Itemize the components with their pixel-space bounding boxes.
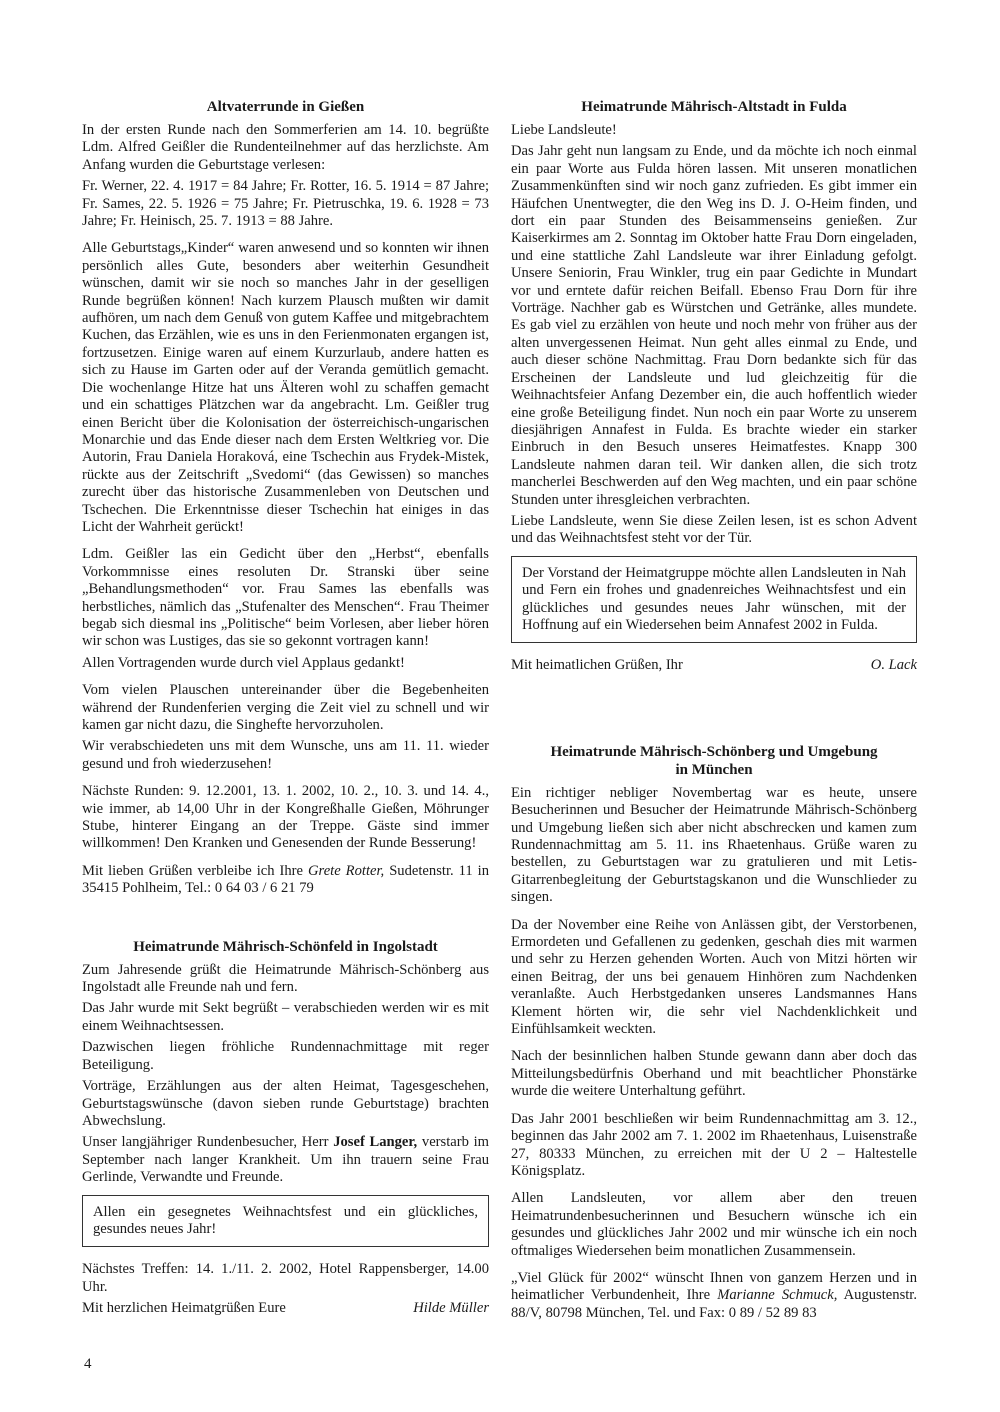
- paragraph: Nächstes Treffen: 14. 1./11. 2. 2002, Hotel Rappensberger, 14.00 Uhr.: [82, 1261, 489, 1295]
- right-column: [511, 98, 917, 1326]
- page-number: 4: [84, 1356, 92, 1372]
- article-maehrisch-altstadt-fulda: [511, 98, 917, 675]
- text-span: Sudetenstr. 11 in 35415 Pohlheim, Tel.: 0 64 03 / 6 21 79: [82, 862, 490, 897]
- text-span: verstarb im September nach langer Krankheit. Um ihn trauern seine Frau Gerlinde, Verwandte und Freunde.: [82, 1134, 490, 1186]
- paragraph: Liebe Landsleute, wenn Sie diese Zeilen lesen, ist es schon Advent und das Weihnachtsfest steht vor der Tür.: [511, 512, 917, 547]
- paragraph: Wir verabschiedeten uns mit dem Wunsche, uns am 11. 11. wieder gesund und froh wiederzusehen!: [82, 738, 489, 772]
- closing-text: Mit heimatlichen Grüßen, Ihr: [511, 657, 683, 674]
- text-span: „Viel Glück für 2002“ wünscht Ihnen von ganzem Herzen und in heimatlicher Verbundenheit, Ihre: [511, 1269, 917, 1304]
- greeting-box: [511, 556, 917, 644]
- paragraph: Liebe Landsleute!: [511, 122, 617, 138]
- paragraph: Das Jahr geht nun langsam zu Ende, und da möchte ich noch einmal ein paar Worte aus Fulda hören lassen. Mit unseren monatlichen Zusammenkünften sind wir noch ganz zufrieden. Es gibt immer ein Häufchen Unentwegter, die den Weg ins D. J. O-Heim finden, und dort ein paar Stunden des Beisammenseins genießen. Zur Kaiserkirmes am 2. Sonntag im Oktober hatte Frau Dorn eingeladen, und eine stattliche Zahl Landsleute war ihrer Einladung gefolgt. Unsere Seniorin, Frau Winkler, trug ein paar Gedichte in Mundart vor und erntete dafür reichen Beifall. Ebenso Frau Dorn für ihre Vorträge. Nachher gab es Würstchen und Getränke, alles mundete. Es gab viel zu erzählen von heute und noch mehr von früher aus der alten unvergessenen Heimat. Nun geht alles einmal zu Ende, und auch dieser schöne Nachmittag. Frau Dorn bedankte sich für das Erscheinen der Landsleute und lud gleichzeitig für die Weihnachtsfeier Anfang Dezember ein, die auch hoffentlich wieder eine große Beteiligung findet. Nun noch ein paar Worte zu unserem diesjährigen Annafest in Fulda. Es brachte wieder ein starker Einbruch in den Besuch unseres Heimatfestes. Knapp 300 Landsleute nahmen daran teil. Wir danken allen, die sich trotz mancherlei Beschwerden auf den Weg machten, und ein paar schöne Stunden unter ihresgleichen verbrachten.: [511, 143, 917, 508]
- signer-name: O. Lack: [870, 657, 917, 674]
- person-name: Josef Langer,: [333, 1134, 418, 1151]
- greeting-text: Allen ein gesegnetes Weihnachtsfest und ein glückliches, gesundes neues Jahr!: [93, 1203, 478, 1237]
- signature-line: [511, 657, 917, 674]
- article-title: Heimatrunde Mährisch-Schönfeld in Ingolstadt: [133, 938, 438, 955]
- paragraph: Dazwischen liegen fröhliche Rundennachmittage mit reger Beteiligung.: [82, 1039, 489, 1073]
- paragraph: Nächste Runden: 9. 12.2001, 13. 1. 2002, 10. 2., 10. 3. und 14. 4., wie immer, ab 14,00 Uhr in der Kongreßhalle Gießen, Möhrunger Stube, hinterer Eingang an der Treppe. Gäste sind immer willkommen! Den Kranken und Genesenden der Runde Besserung!: [82, 783, 489, 852]
- text-span: Augustenstr. 88/V, 80798 München, Tel. und Fax: 0 89 / 52 89 83: [511, 1287, 917, 1321]
- text-span: Unser langjähriger Rundenbesucher, Herr: [82, 1134, 329, 1151]
- greeting-box: [82, 1195, 489, 1248]
- paragraph: Nach der besinnlichen halben Stunde gewann dann aber doch das Mitteilungsbedürfnis Oberhand und mit beachtlicher Phonstärke wurde die weitere Unterhaltung geführt.: [511, 1048, 917, 1100]
- paragraph: Das Jahr 2001 beschließen wir beim Rundennachmittag am 3. 12., beginnen das Jahr 2002 am 7. 1. 2002 im Rhaetenhaus, Luisenstraße 27, 80333 München, zu erreichen mit der U 2 – Haltestelle Königsplatz.: [511, 1110, 917, 1179]
- article-title: Altvaterrunde in Gießen: [206, 99, 365, 115]
- left-column: [82, 98, 489, 1318]
- article-maehrisch-schoenberg-muenchen: [511, 743, 917, 1322]
- paragraph: Vom vielen Plauschen untereinander über die Begebenheiten während der Rundenferien verging die Zeit viel zu schnell und wir kamen gar nicht dazu, die Singhefte hervorzuholen.: [82, 682, 489, 733]
- paragraph: Alle Geburtstags„Kinder“ waren anwesend und so konnten wir ihnen persönlich alles Gute, besonders aber weiterhin Gesundheit wünschen, damit wir sie noch so manches Jahr in der geselligen Runde begrüßen können! Nach kurzem Plausch mußten wir damit aufhören, um nach dem Genuß von gutem Kaffee und mitgebrachtem Kuchen, das Erzählen, wie es uns in den Ferienmonaten ergangen ist, fortzusetzen. Einige waren auf einem Kurzurlaub, andere hatten es sich zu Hause im Garten oder auf der Veranda gemütlich gemacht. Die wochenlange Hitze hat uns Älteren wohl zu schaffen gemacht und ein schattiges Plätzchen war da angebracht. Lm. Geißler trug einen Bericht über die Kolonisation der österreichisch-ungarischen Monarchie und das Ende dieser nach dem Ersten Weltkrieg vor. Die Autorin, Frau Daniela Horaková, eine Tschechin aus Frydek-Mistek, rückte aus der Zeitschrift „Svedomi“ (das Gewissen) so manches zurecht über das historische Zusammenleben von Deutschen und Tschechen. Die Erkenntnisse dieser Tschechin hat einiges in das Licht der Wahrheit gerückt!: [82, 240, 489, 535]
- paragraph: Das Jahr wurde mit Sekt begrüßt – verabschieden werden wir es mit einem Weihnachtsessen.: [82, 1000, 489, 1034]
- title-line: in München: [675, 761, 753, 778]
- article-title: Heimatrunde Mährisch-Altstadt in Fulda: [581, 99, 847, 115]
- paragraph: Allen Vortragenden wurde durch viel Applaus gedankt!: [82, 654, 405, 671]
- paragraph: Vorträge, Erzählungen aus der alten Heimat, Tagesgeschehen, Geburtstagswünsche (davon sieben runde Geburtstage) brachten Abwechslung.: [82, 1078, 489, 1129]
- signature-line: [82, 1300, 489, 1317]
- paragraph: Allen Landsleuten, vor allem aber den treuen Heimatrundenbesucherinnen und Besuchern wünsche ich ein gesundes und glückliches Jahr 2002 und mir wünsche ich ein noch oftmaliges Wiedersehen beim monatlichen Zusammensein.: [511, 1190, 917, 1259]
- paragraph: In der ersten Runde nach den Sommerferien am 14. 10. begrüßte Ldm. Alfred Geißler die Rundenteilnehmer auf das herzlichste. Am Anfang wurden die Geburtstage verlesen:: [82, 122, 489, 173]
- author-name: Marianne Schmuck,: [717, 1287, 838, 1304]
- title-line: Heimatrunde Mährisch-Schönberg und Umgebung: [550, 743, 878, 760]
- paragraph: Ein richtiger nebliger Novembertag war es heute, unsere Besucherinnen und Besucher der Heimatrunde Mährisch-Schönberg und Umgebung ließen sich aber nicht abschrecken und kamen zum Rundennachmittag am 5. 11. ins Rhaetenhaus. Grüße waren zu bestellen, zu Geburtstagen war zu gratulieren und mit Letis-Gitarrenbegleitung der Geburtstagskanon und die Wunschlieder zu singen.: [511, 784, 917, 906]
- paragraph: Fr. Werner, 22. 4. 1917 = 84 Jahre; Fr. Rotter, 16. 5. 1914 = 87 Jahre; Fr. Sames, 22. 5. 1926 = 75 Jahre; Fr. Pietruschka, 19. 6. 1928 = 73 Jahre; Fr. Heinisch, 25. 7. 1913 = 88 Jahre.: [82, 178, 489, 230]
- signer-name: Hilde Müller: [413, 1300, 489, 1317]
- paragraph: Ldm. Geißler las ein Gedicht über den „Herbst“, ebenfalls Vorkommnisse eines resoluten Dr. Stranski über seine „Behandlungsmethoden“ vor. Frau Sames las ebenfalls was herbstliches, nämlich das „Stufenalter des Menschen“. Frau Theimer begab sich diesmal ins „Politische“ beim Vorlesen, aber lieber hören wir schon was Lustiges, das sie so gekonnt vortragen kann!: [82, 546, 489, 650]
- paragraph: [82, 863, 489, 898]
- article-maehrisch-schoenfeld-ingolstadt: [82, 938, 489, 1318]
- article-title: [511, 743, 917, 779]
- text-span: Mit lieben Grüßen verbleibe ich Ihre: [82, 862, 304, 879]
- closing-text: Mit herzlichen Heimatgrüßen Eure: [82, 1300, 286, 1317]
- greeting-text: Der Vorstand der Heimatgruppe möchte allen Landsleuten in Nah und Fern ein frohes und gnadenreiches Weihnachtsfest und ein glückliches und gesundes neues Jahr wünschen, mit der Hoffnung auf ein Wiedersehen beim Annafest 2002 in Fulda.: [522, 564, 906, 633]
- article-altvaterrunde-giessen: [82, 98, 489, 898]
- paragraph: [511, 1270, 917, 1322]
- author-name: Grete Rotter,: [308, 862, 385, 879]
- paragraph: [82, 1134, 489, 1186]
- paragraph: Da der November eine Reihe von Anlässen gibt, der Verstorbenen, Ermordeten und Gefallenen zu gedenken, geschah dies mit warmen und sehr zu Herzen gehenden Worten. Auch von Mitzi hörten wir einen Beitrag, der uns bei genauem Hinhören zum Nachdenken veranlaßte. Auch Herbstgedanken unseres Landsmannes Hans Klement hörten wir, die sehr viel Nachdenklichkeit und Einfühlsamkeit weckten.: [511, 916, 917, 1038]
- paragraph: Zum Jahresende grüßt die Heimatrunde Mährisch-Schönberg aus Ingolstadt alle Freunde nah und fern.: [82, 961, 489, 996]
